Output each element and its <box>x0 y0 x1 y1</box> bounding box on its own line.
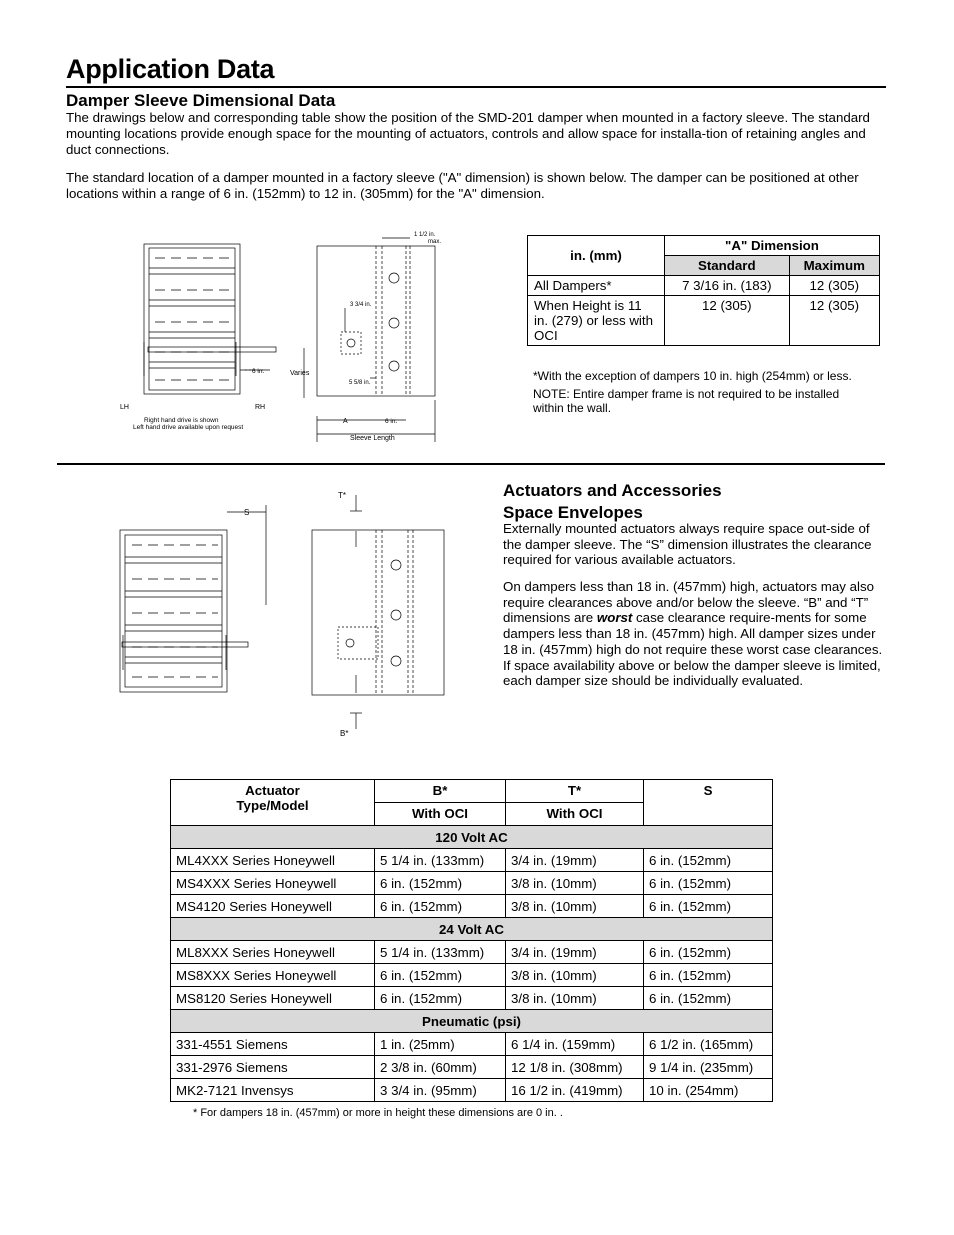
table-row <box>171 964 773 987</box>
table-row <box>528 276 880 296</box>
varies-label: Varies <box>290 370 310 377</box>
table-row <box>171 895 773 918</box>
s-value: 6 in. (152mm) <box>644 895 773 918</box>
section-heading-sleeve: Damper Sleeve Dimensional Data <box>66 91 336 110</box>
actuator-model: MK2-7121 Invensys <box>171 1079 375 1102</box>
t-value: 3/8 in. (10mm) <box>506 987 644 1010</box>
b-value: 6 in. (152mm) <box>375 964 506 987</box>
table-row <box>171 1033 773 1056</box>
a-label: A <box>343 418 348 425</box>
d334-label: 3 3/4 in. <box>350 302 372 308</box>
max-label: max. <box>428 239 442 245</box>
b-value: 3 3/4 in. (95mm) <box>375 1079 506 1102</box>
group-label: 24 Volt AC <box>171 918 773 941</box>
col-actuator-line1: Actuator <box>245 783 300 798</box>
sub-t: With OCI <box>506 803 644 826</box>
para2-text-a: On dampers less than 18 in. (457mm) high, actuators may also require clearances above and/or below the sleeve. “B” and “T” dimensions are <box>503 579 875 626</box>
t-value: 3/4 in. (19mm) <box>506 941 644 964</box>
group-label: 120 Volt AC <box>171 826 773 849</box>
maximum-value: 12 (305) <box>789 276 879 296</box>
standard-value: 12 (305) <box>665 296 790 346</box>
table-row <box>528 296 880 346</box>
s-value: 9 1/4 in. (235mm) <box>644 1056 773 1079</box>
s-value: 6 in. (152mm) <box>644 987 773 1010</box>
col-a-dimension: "A" Dimension <box>665 236 880 256</box>
table-row <box>171 1079 773 1102</box>
b-value: 6 in. (152mm) <box>375 872 506 895</box>
para2-emphasis: worst <box>596 610 633 626</box>
para2-text-b: case clearance require-ments for some dampers less than 18 in. (457mm) high. All damper sizes under 18 in. (457mm) high do not require these worst case clearances. If space availability above or below the damper sleeve is limited, each damper size should be individually evaluated. <box>503 610 883 689</box>
max-top-label: 1 1/2 in. <box>414 232 436 238</box>
actuator-model: MS4XXX Series Honeywell <box>171 872 375 895</box>
col-t: T* <box>506 780 644 803</box>
a-dimension-paragraph: The standard location of a damper mounted in a factory sleeve ("A" dimension) is shown below. The damper can be positioned at other locations within a range of 6 in. (152mm) to 12 in. (305mm) for the "A" dimension. <box>66 170 859 201</box>
heading-line-2: Space Envelopes <box>503 503 643 522</box>
table1-note: NOTE: Entire damper frame is not required to be installed within the wall. <box>533 387 840 415</box>
b-value: 6 in. (152mm) <box>375 895 506 918</box>
actuator-model: 331-4551 Siemens <box>171 1033 375 1056</box>
col-s: S <box>644 780 773 826</box>
b-value: 1 in. (25mm) <box>375 1033 506 1056</box>
table1-footnote: *With the exception of dampers 10 in. high (254mm) or less. <box>533 369 852 383</box>
b-value: 5 1/4 in. (133mm) <box>375 941 506 964</box>
s-dimension-label: S <box>244 508 250 517</box>
s-value: 6 in. (152mm) <box>644 964 773 987</box>
drive-note-1: Right hand drive is shown <box>144 417 219 424</box>
group-row <box>171 1010 773 1033</box>
space-envelope-diagram <box>110 485 460 740</box>
t-value: 16 1/2 in. (419mm) <box>506 1079 644 1102</box>
heading-line-1: Actuators and Accessories <box>503 481 722 500</box>
six-in-label: 6 in. <box>252 368 265 375</box>
t-value: 3/8 in. (10mm) <box>506 895 644 918</box>
s-value: 6 in. (152mm) <box>644 849 773 872</box>
lh-label: LH <box>120 404 129 411</box>
table-row <box>171 849 773 872</box>
col-maximum: Maximum <box>789 256 879 276</box>
row-label: When Height is 11 in. (279) or less with OCI <box>528 296 665 346</box>
t-dimension-label: T* <box>338 491 346 500</box>
actuator-model: MS4120 Series Honeywell <box>171 895 375 918</box>
t-value: 3/8 in. (10mm) <box>506 872 644 895</box>
six-in-side-label: 6 in. <box>385 418 398 425</box>
group-label: Pneumatic (psi) <box>171 1010 773 1033</box>
table-row <box>171 872 773 895</box>
table-row <box>171 987 773 1010</box>
b-value: 6 in. (152mm) <box>375 987 506 1010</box>
a-dimension-table <box>527 235 880 346</box>
table-row <box>171 941 773 964</box>
b-dimension-label: B* <box>340 729 349 738</box>
rh-label: RH <box>255 404 266 411</box>
t-value: 3/4 in. (19mm) <box>506 849 644 872</box>
actuator-model: ML4XXX Series Honeywell <box>171 849 375 872</box>
actuator-paragraph-1: Externally mounted actuators always require space out-side of the damper sleeve. The “S” dimension illustrates the clearance required for various available actuators. <box>503 521 872 568</box>
drive-note-2: Left hand drive available upon request <box>133 424 244 431</box>
s-value: 6 in. (152mm) <box>644 941 773 964</box>
top-rule <box>66 86 886 88</box>
section-heading-actuators <box>503 480 863 524</box>
intro-paragraph: The drawings below and corresponding table show the position of the SMD-201 damper when mounted in a factory sleeve. The standard mounting locations provide enough space for the mounting of actuators, controls and allow space for installa-tion of retaining angles and duct connections. <box>66 110 870 157</box>
b-value: 2 3/8 in. (60mm) <box>375 1056 506 1079</box>
col-standard: Standard <box>665 256 790 276</box>
col-b: B* <box>375 780 506 803</box>
actuator-model: MS8XXX Series Honeywell <box>171 964 375 987</box>
row-label: All Dampers* <box>528 276 665 296</box>
standard-value: 7 3/16 in. (183) <box>665 276 790 296</box>
actuator-model: ML8XXX Series Honeywell <box>171 941 375 964</box>
s-value: 10 in. (254mm) <box>644 1079 773 1102</box>
group-row <box>171 918 773 941</box>
actuator-table <box>170 779 773 1102</box>
t-value: 12 1/8 in. (308mm) <box>506 1056 644 1079</box>
table-row <box>171 1056 773 1079</box>
b-value: 5 1/4 in. (133mm) <box>375 849 506 872</box>
col-actuator <box>171 780 375 826</box>
t-value: 3/8 in. (10mm) <box>506 964 644 987</box>
table2-footnote: * For dampers 18 in. (457mm) or more in height these dimensions are 0 in. . <box>193 1107 563 1119</box>
s-value: 6 1/2 in. (165mm) <box>644 1033 773 1056</box>
col-units: in. (mm) <box>528 236 665 276</box>
section-divider <box>57 463 885 465</box>
sub-b: With OCI <box>375 803 506 826</box>
actuator-model: MS8120 Series Honeywell <box>171 987 375 1010</box>
s-value: 6 in. (152mm) <box>644 872 773 895</box>
page-title: Application Data <box>66 54 275 84</box>
maximum-value: 12 (305) <box>789 296 879 346</box>
t-value: 6 1/4 in. (159mm) <box>506 1033 644 1056</box>
col-actuator-line2: Type/Model <box>236 798 309 813</box>
group-row <box>171 826 773 849</box>
sleeve-diagram <box>110 228 450 446</box>
d558-label: 5 5/8 in. <box>349 380 371 386</box>
sleeve-length-label: Sleeve Length <box>350 435 395 442</box>
actuator-paragraph-2 <box>503 579 883 689</box>
actuator-model: 331-2976 Siemens <box>171 1056 375 1079</box>
